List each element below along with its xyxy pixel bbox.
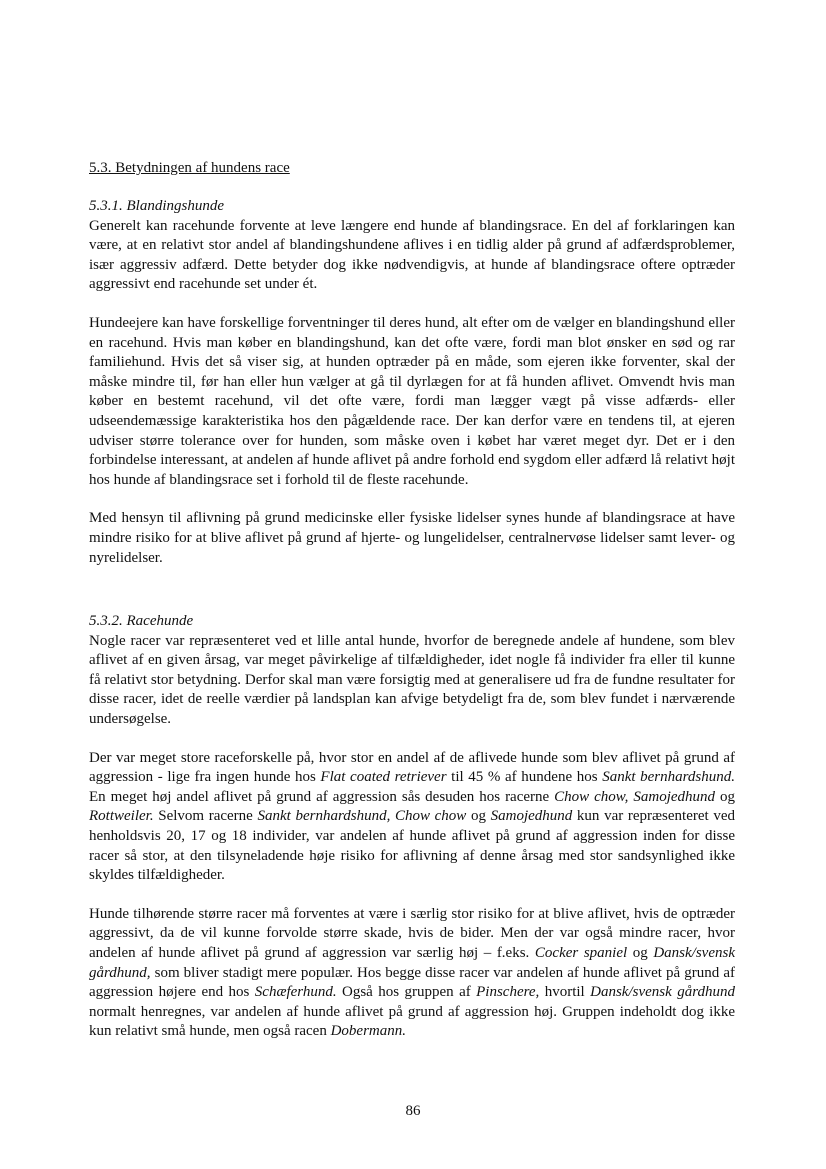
- breed-name: Sankt bernhardshund, Chow chow: [257, 808, 467, 825]
- breed-name: Dansk/svensk gårdhund: [590, 984, 735, 1001]
- text-span: normalt henregnes, var andelen af hunde aflivet på grund af aggression høj. Gruppen indeholdt dog ikke kun relativt små hunde, men også racen: [89, 1003, 735, 1040]
- paragraph: Med hensyn til aflivning på grund medicinske eller fysiske lidelser synes hunde af blandingsrace at have mindre risiko for at blive aflivet på grund af hjerte- og lungelidelser, centralnervøse lidelser samt lever- og nyrelidelser.: [89, 510, 735, 566]
- text-span: Hunde tilhørende større racer må forventes at være i særlig stor risiko for at blive aflivet, hvis de optræder aggressivt, da de vil kunne forvolde større skade, hvis de bider. Men der var også mindre racer, hvor andelen af hunde aflivet på grund af aggression var særlig høj – f.eks.: [89, 905, 735, 961]
- breed-name: Rottweiler.: [89, 808, 154, 825]
- paragraph: Generelt kan racehunde forvente at leve længere end hunde af blandingsrace. En del af forklaringen kan være, at en relativt stor andel af blandingshundene aflives i en tidlig alder på grund af adfærdsproblemer, især aggressiv adfærd. Dette betyder dog ikke nødvendigvis, at hunde af blandingsrace oftere optræder aggressivt end racehunde set under ét.: [89, 217, 735, 293]
- breed-name: Samojedhund: [490, 808, 573, 825]
- breed-name: Sankt bernhardshund.: [602, 769, 735, 786]
- text-span: kun var repræsenteret ved henholdsvis 20, 17 og 18 individer, var andelen af hunde aflivet på grund af aggression inden for disse racer så stor, at den tilsyneladende høje risiko for aflivning af denne årsag med stor sandsynlighed ikke skyldes tilfældigheder.: [89, 808, 735, 884]
- paragraph: Hundeejere kan have forskellige forventninger til deres hund, alt efter om de vælger en blandingshund eller en racehund. Hvis man køber en blandingshund, kan det ofte være, fordi man blot ønsker en sød og rar familiehund. Hvis det så viser sig, at hunden optræder på en måde, som ejeren ikke forventer, skal der måske mindre til, før han eller hun vælger at gå til dyrlægen for at få hunden aflivet. Omvendt hvis man køber en bestemt racehund, vil det ofte være, fordi man lægger vægt på visse adfærds- eller udseendemæssige karakteristika hos den pågældende race. Der kan derfor være en tendens til, at ejeren udviser større tolerance over for hunden, som måske oven i købet har været meget dyr. Det er i den forbindelse interessant, at andelen af hunde aflivet på andre forhold end sygdom eller adfærd lå relativt højt hos hunde af blandingsrace set i forhold til de fleste racehunde.: [89, 314, 735, 488]
- page-number: 86: [405, 1103, 421, 1119]
- breed-name: Dobermann.: [330, 1023, 407, 1040]
- text-span: Selvom racerne: [153, 808, 258, 825]
- breed-name: Chow chow, Samojedhund: [554, 788, 716, 805]
- text-span: til 45 % af hundene hos: [446, 769, 603, 786]
- paragraph: [89, 749, 735, 886]
- text-span: og: [627, 945, 654, 961]
- breed-name: Cocker spaniel: [534, 945, 628, 961]
- breed-name: Flat coated retriever: [320, 769, 447, 786]
- text-span: En meget høj andel aflivet på grund af aggression sås desuden hos racerne: [89, 788, 555, 805]
- document-page: [89, 158, 735, 1061]
- text-span: Også hos gruppen af: [336, 984, 477, 1001]
- text-span: Der var meget store raceforskelle på, hvor stor en andel af de aflivede hunde som blev aflivet på grund af aggression - lige fra ingen hunde hos: [89, 749, 735, 786]
- text-span: og: [466, 808, 491, 825]
- breed-name: Schæferhund.: [254, 984, 337, 1001]
- breed-name: Dansk/svensk gårdhund,: [89, 945, 735, 981]
- text-span: hvortil: [539, 984, 591, 1001]
- paragraph: [89, 905, 735, 1042]
- paragraph: Nogle racer var repræsenteret ved et lille antal hunde, hvorfor de beregnede andele af hundene, som blev aflivet af en given årsag, var meget påvirkelige af tilfældigheder, idet nogle få individer fra eller til kunne få relativt stor betydning. Derfor skal man være forsigtig med at generalisere ud fra de fundne resultater for disse racer, idet de reelle værdier på landsplan kan afvige betydeligt fra de, som blev fundet i nærværende undersøgelse.: [89, 632, 735, 728]
- subsection-heading-racehunde: 5.3.2. Racehunde: [89, 613, 194, 630]
- text-span: og: [715, 788, 736, 805]
- text-span: som bliver stadigt mere populær. Hos begge disse racer var andelen af hunde aflivet på grund af aggression højere end hos: [89, 964, 735, 1001]
- section-heading: 5.3. Betydningen af hundens race: [89, 160, 290, 176]
- breed-name: Pinschere,: [476, 984, 540, 1001]
- subsection-heading-blandingshunde: 5.3.1. Blandingshunde: [89, 198, 224, 214]
